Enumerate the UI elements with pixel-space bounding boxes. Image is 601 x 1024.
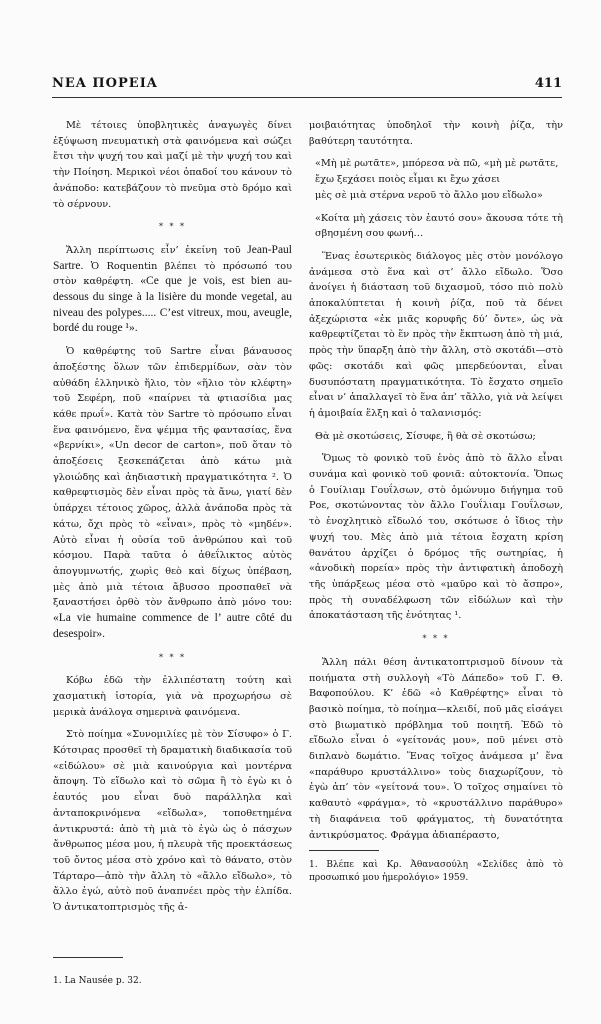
author-name: Jean-Paul Sartre. xyxy=(53,243,292,272)
verse-line: ἔχω ξεχάσει ποιὸς εἶμαι κι ἔχω χάσει xyxy=(315,174,501,186)
running-header xyxy=(52,76,562,92)
section-divider: * * * xyxy=(158,222,187,232)
quote: «Ce que je vois, est bien au-dessous du singe à la lisière du monde vegetal, au niveau des polypes..... C’est vitreux, mou, aveugle, bordé du rouge ¹». xyxy=(53,275,292,335)
paragraph: Ἕνας ἐσωτερικὸς διάλογος μὲς στὸν μονόλογο ἀνάμεσα στὸ ἕνα καὶ στ’ ἄλλο εἴδωλο. Ὅσο ἀνοίγει ἡ διάσταση τοῦ διχασμοῦ, τόσο πιὸ πολὺ ἀποκαλύπτεται ἡ κοινὴ ῥίζα, ποῦ τὰ δένει ἀξεχώριστα «ἐκ μιᾶς κορυφῆς δύ’ ὄντε», ὡς νὰ καθρεφτίζεται τὸ ἕν πρὸς τὴν ἔκπτωση ἀπὸ τὴ μιά, πρὸς τὴν ὕπαρξη ἀπὸ τὴν ἄλλη, στὸ σκοτάδι—στὸ φῶς: σκοτάδι καὶ φῶς μπερδεύονται, εἶναι δυσυπόστατη πραγματικότητα. Τὸ ἔσχατο σημεῖο εἶναι ν’ ἀπαλλαγεῖ τὸ ἕνα ἀπ’ τἄλλο, γιὰ νὰ λείψει ἡ ἀμοιβαία ἕλξη καὶ ὁ ταλανισμός: xyxy=(309,250,563,419)
journal-title: ΝΕΑ ΠΟΡΕΙΑ xyxy=(52,76,158,91)
verse-block xyxy=(309,429,563,445)
footnote-rule xyxy=(53,957,123,958)
verse-line: «Μὴ μὲ ρωτᾶτε», μπόρεσα νὰ πῶ, «μὴ μὲ ρωτᾶτε, xyxy=(315,158,559,170)
paragraph: Μὲ τέτοιες ὑποβλητικὲς ἀναγωγὲς δίνει ἐξύψωση πνευματικὴ στὰ φαινόμενα καὶ σώζει ἔτσι τὴν ψυχή του καὶ μαζί μὲ τὴν ψυχή του καὶ τὴν Ποίηση. Μερικοὶ νέοι ὁπαδοί του κάνουν τὸ ἀνάποδο: κατεβάζουν τὸ πνεῦμα στὸ δρόμο καὶ τὸ σέρνουν. xyxy=(53,120,292,210)
verse-block xyxy=(309,211,563,242)
footnote: 1. Βλέπε καὶ Κρ. Ἀθανασούλη «Σελίδες ἀπὸ τὸ προσωπικό μου ἡμερολόγιο» 1959. xyxy=(309,860,563,884)
paragraph: Κόβω ἐδῶ τὴν ἐλλιπέστατη τούτη καὶ χασματικὴ ἱστορία, γιὰ νὰ προχωρήσω σὲ μερικὰ ἀνάλογα σημερινὰ φαινόμενα. xyxy=(53,675,292,718)
page-number: 411 xyxy=(534,76,562,91)
verse-block xyxy=(309,156,563,203)
paragraph: μοιβαιότητας ὑποδηλοῖ τὴν κοινὴ ῥίζα, τὴν βαθύτερη ταυτότητα. xyxy=(309,120,563,147)
section-divider: * * * xyxy=(158,652,187,662)
footnote: 1. La Nausée p. 32. xyxy=(53,976,142,986)
verse-line: μὲς σὲ μιὰ στέρνα νεροῦ τὸ ἄλλο μου εἴδωλο» xyxy=(315,189,543,201)
paragraph: Ὅμως τὸ φονικὸ τοῦ ἑνὸς ἀπὸ τὸ ἄλλο εἶναι συνάμα καὶ φονικὸ τοῦ φονιᾶ: αὐτοκτονία. Ὅπως ὁ Γουίλιαμ Γουΐλσων, στὸ ὁμώνυμο διήγημα τοῦ Ροε, σκοτώνοντας τὸν ἄλλο Γουΐλιαμ Γουΐλσων, τὸ ἐνοχλητικὸ εἴδωλό του, σκότωσε ὁ ἴδιος τὴν ψυχή του. Μὲς ἀπὸ μιὰ τέτοια ἔσχατη κρίση θανάτου ἀρχίζει ὁ δρόμος τῆς σωτηρίας, ἡ «ἀνοδικὴ πορεία» πρὸς τὴν ἀντιφατικὴ ἀποδοχὴ τῆς ὑπάρξεως μέσα στὸ «μαῦρο καὶ τὸ ἄσπρο», πρὸς τὴ συναδέλφωση τῶν εἰδώλων καὶ τὴν ἀποκατάσταση τῆς ἑνότητας ¹. xyxy=(309,453,563,622)
verse-line: Θὰ μὲ σκοτώσεις, Σίσυφε, ἢ θὰ σὲ σκοτώσω; xyxy=(315,430,536,442)
quote: «La vie humaine commence de l’ autre côté du desespoir». xyxy=(53,612,292,640)
section-divider: * * * xyxy=(422,634,450,644)
paragraph: Στὸ ποίημα «Συνομιλίες μὲ τὸν Σίσυφο» ὁ Γ. Κότσιρας προσθεῖ τὴ δραματικὴ διαδικασία τοῦ «εἰδώλου» σὲ μιὰ καινούργια καὶ μοντέρνα ἄποψη. Τὸ εἴδωλο καὶ τὸ σῶμα ἢ τὸ ἐγὼ κι ὁ ἑαυτός μου εἶναι δυὸ παράλληλα καὶ ἀνταποκρινόμενα «εἴδωλα», τοποθετημένα ἀντικρυστά: ἀπὸ τὴ μιὰ τὸ ἐγὼ ὡς ὁ πάσχων ἄνθρωπος μέσα μου, ἡ πλευρὰ τῆς προεκτάσεως τοῦ ὄντος μέσα στὸ χρόνο καὶ τὸ θάνατο, στὸν Τάρταρο—ἀπὸ τὴν ἄλλη τὸ «ἄλλο εἴδωλο», τὸ ἄλλο ἐγώ, αὐτὸ ποῦ ἀναπνέει πρὸς τὴν ἐλπίδα. Ὁ ἀντικατοπτρισμὸς τῆς ἀ- xyxy=(53,729,292,914)
left-footnote-block xyxy=(53,975,292,988)
header-rule xyxy=(52,97,562,98)
verse-line: «Κοίτα μὴ χάσεις τὸν ἑαυτό σου» ἄκουσα τότε τὴ σβησμένη σου φωνή… xyxy=(315,212,563,240)
footnote-rule xyxy=(309,850,379,851)
right-column xyxy=(309,118,563,885)
paragraph-sartre: Ἄλλη περίπτωσις εἶν’ ἐκείνη τοῦ Jean-Paul Sartre. Ὁ Roquentin βλέπει τὸ πρόσωπό του στὸν καθρέφτη. «Ce que je vois, est bien au-dessous du singe à la lisière du monde vegetal, au niveau des polypes..... C’est vitreux, mou, aveugle, bordé du rouge ¹». xyxy=(53,243,292,335)
paragraph: Ὁ καθρέφτης τοῦ Sartre εἶναι βάναυσος ἀποξέστης ὅλων τῶν ἐπιδερμίδων, σὰν τὸν αὐθάδη ἑλληνικὸ ἥλιο, τὸν «ἥλιο τὸν κλέφτη» τοῦ Σεφέρη, ποῦ «παίρνει τὰ φτιασίδια μας κάθε πρωΐ». Κατὰ τὸν Sartre τὸ πρόσωπο εἶναι ἕνα φαινόμενο, ἕνα ψέμμα τῆς φαντασίας, ἕνα «βερνίκι», «Un decor de carton», ποῦ ὅταν τὸ ἀποξέσεις ξεσκεπάζεται ἀπὸ κάτω μιὰ γλοιώδης καὶ ἀηδιαστικὴ πραγματικότητα ². Ὁ καθρεφτισμὸς δὲν εἶναι πρὸς τὰ ἄνω, γιατί δὲν ὑπάρχει τέτοιος χῶρος, ἀλλὰ ἀνάποδα πρὸς τὰ κάτω, ὄχι πρὸς τὸ «εἶναι», πρὸς τὸ «μηδέν». Αὐτὸ εἶναι ἡ οὐσία τοῦ ἀνθρώπου καὶ τοῦ κόσμου. Παρὰ ταῦτα ὁ ἀθεΐλικτος αὐτὸς ἀπογυμνωτής, χωρὶς θεὸ καὶ δίχως ὑπέβαση, μὲς ἀπὸ μιὰ τέτοια ἄβυσσο προσπαθεῖ νὰ ξαναστήσει ὀρθὸ τὸν ἄνθρωπο ἀπὸ μόνο του: «La vie humaine commence de l’ autre côté du desespoir». xyxy=(53,346,292,640)
paragraph: Ἄλλη πάλι θέση ἀντικατοπτρισμοῦ δίνουν τὰ ποιήματα στὴ συλλογὴ «Τὸ Δάπεδο» τοῦ Γ. Θ. Βαφοπούλου. Κ’ ἐδῶ «ὁ Καθρέφτης» εἶναι τὸ βασικὸ ποίημα, τὸ ποίημα—κλειδί, ποῦ μᾶς εἰσάγει στὸ βιωματικὸ πρόβλημα τοῦ ποιητῆ. Ἐδῶ τὸ εἴδωλο εἶναι ὁ «γείτονάς μου», ποῦ μένει στὸ διπλανὸ δωμάτιο. Ἕνας τοῖχος ἀνάμεσα μ’ ἕνα «παράθυρο κρυστάλλινο» τοὺς διαχωρίζουν, τὸ ἐγὼ ἀπ’ τὸν «γείτονά του». Ὁ τοῖχος σημαίνει τὸ καθαυτὸ «φράγμα», τὸ «κρυστάλλινο παράθυρο» τὴ διαφάνεια τοῦ φράγματος, τὴ δυνατότητα ἀντικρύσματος. Φράγμα ἀδιαπέραστο, xyxy=(309,656,563,841)
left-column xyxy=(53,118,292,923)
